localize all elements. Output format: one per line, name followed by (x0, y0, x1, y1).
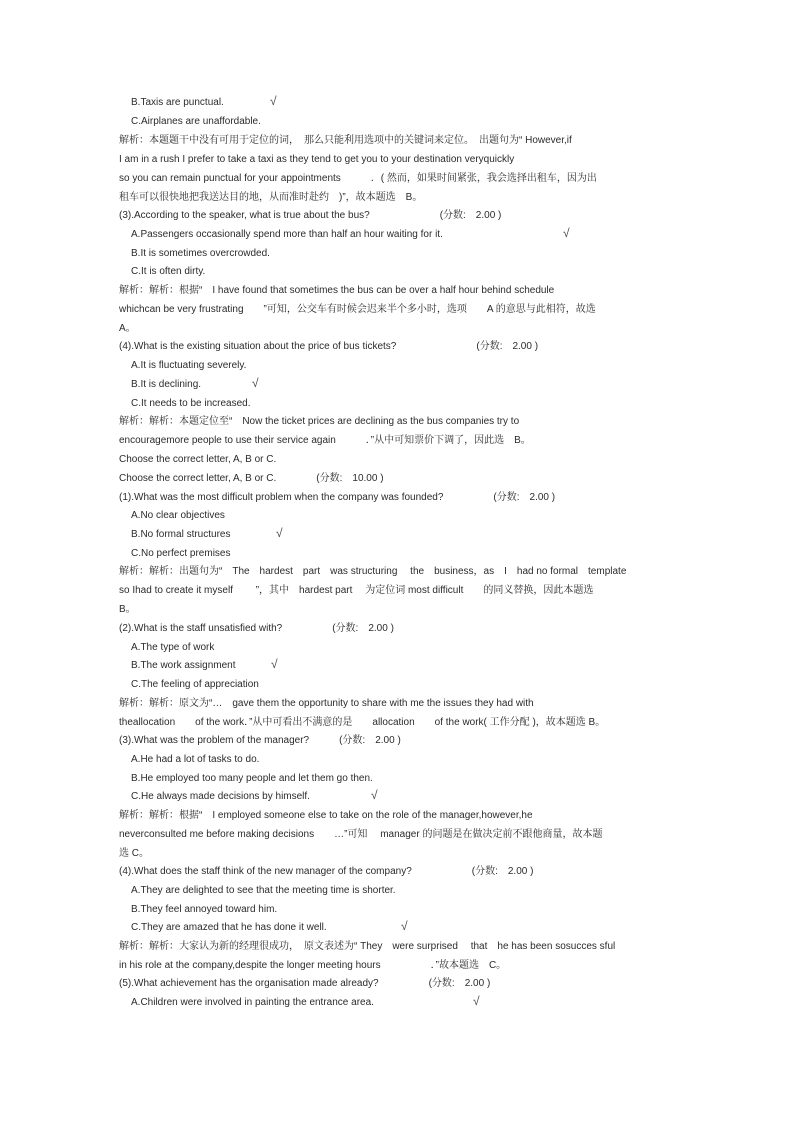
check-mark-icon: √ (271, 657, 278, 671)
section-instruction: Choose the correct letter, A, B or C. (分数: 10.00 ) (119, 473, 384, 484)
option-b-q3: B.It is sometimes overcrowded. (131, 248, 270, 259)
check-mark-icon: √ (252, 376, 259, 390)
option-b-q2: B.Taxis are punctual. (131, 97, 224, 108)
check-mark-icon: √ (276, 526, 283, 540)
analysis-text: so Ihad to create it myself ”，其中 hardest part 为定位词 most difficult 的同义替换，因此本题选 (119, 585, 594, 596)
analysis-text: 解析：解析：根据“ I have found that sometimes the bus can be over a half hour behind schedule (119, 285, 555, 296)
question-3: (3).According to the speaker, what is true about the bus? (分数: 2.00 ) (119, 210, 502, 221)
option-c-q4b: C.They are amazed that he has done it well. (131, 922, 327, 933)
analysis-text: neverconsulted me before making decisions …”可知 manager 的问题是在做决定前不跟他商量，故本题 (119, 829, 603, 840)
option-c-q1: C.No perfect premises (131, 548, 231, 559)
option-b-q1: B.No formal structures (131, 529, 231, 540)
analysis-text: 解析：解析：本题定位至“ Now the ticket prices are declining as the bus companies try to (119, 416, 520, 427)
analysis-text: in his role at the company,despite the longer meeting hours ．”故本题选 C。 (119, 960, 507, 971)
analysis-text: 解析：解析：原文为“… gave them the opportunity to share with me the issues they had with (119, 698, 534, 709)
option-a-q2b: A.The type of work (131, 642, 215, 653)
analysis-text: 解析：解析：根据“ I employed someone else to take on the role of the manager,however,he (119, 810, 533, 821)
question-3b: (3).What was the problem of the manager? (分数: 2.00 ) (119, 735, 401, 746)
option-a-q5: A.Children were involved in painting the entrance area. (131, 997, 374, 1008)
check-mark-icon: √ (371, 788, 378, 802)
option-b-q2b: B.The work assignment (131, 660, 236, 671)
option-a-q4b: A.They are delighted to see that the meeting time is shorter. (131, 885, 396, 896)
analysis-text: whichcan be very frustrating ”可知，公交车有时候会迟来半个多小时，选项 A 的意思与此相符，故选 (119, 304, 596, 315)
option-b-q3b: B.He employed too many people and let them go then. (131, 773, 373, 784)
analysis-text: I am in a rush I prefer to take a taxi as they tend to get you to your destination veryquickly (119, 154, 515, 165)
question-4: (4).What is the existing situation about the price of bus tickets? (分数: 2.00 ) (119, 341, 539, 352)
option-a-q3b: A.He had a lot of tasks to do. (131, 754, 260, 765)
analysis-text: theallocation of the work．”从中可看出不满意的是 allocation of the work( 工作分配 )，故本题选 B。 (119, 717, 606, 728)
option-a-q1: A.No clear objectives (131, 510, 225, 521)
analysis-text: B。 (119, 604, 136, 615)
question-2: (2).What is the staff unsatisfied with? (分数: 2.00 ) (119, 623, 394, 634)
option-b-q4b: B.They feel annoyed toward him. (131, 904, 278, 915)
analysis-text: encouragemore people to use their service again ．”从中可知票价下调了，因此选 B。 (119, 435, 531, 446)
option-c-q2: C.Airplanes are unaffordable. (131, 116, 261, 127)
option-a-q4: A.It is fluctuating severely. (131, 360, 247, 371)
option-c-q3b: C.He always made decisions by himself. (131, 791, 310, 802)
section-instruction: Choose the correct letter, A, B or C. (119, 454, 277, 465)
check-mark-icon: √ (401, 919, 408, 933)
analysis-text: so you can remain punctual for your appointments ．( 然而，如果时间紧张，我会选择出租车，因为出 (119, 173, 597, 184)
analysis-text: 解析：本题题干中没有可用于定位的词， 那么只能利用选项中的关键词来定位。 出题句为“ However,if (119, 135, 572, 146)
option-a-q3: A.Passengers occasionally spend more than half an hour waiting for it. (131, 229, 443, 240)
analysis-text: 选 C。 (119, 848, 149, 859)
option-b-q4: B.It is declining. (131, 379, 202, 390)
analysis-text: 租车可以很快地把我送达目的地，从而准时赴约 )”，故本题选 B。 (119, 192, 423, 203)
option-c-q4: C.It needs to be increased. (131, 398, 251, 409)
check-mark-icon: √ (270, 94, 277, 108)
question-1: (1).What was the most difficult problem when the company was founded? (分数: 2.00 ) (119, 492, 556, 503)
question-4b: (4).What does the staff think of the new manager of the company? (分数: 2.00 ) (119, 866, 534, 877)
analysis-text: 解析：解析：出题句为“ The hardest part was structuring the business，as I had no formal template (119, 566, 627, 577)
analysis-text: 解析：解析：大家认为新的经理很成功， 原文表述为“ They were surprised that he has been sosucces sful (119, 941, 616, 952)
check-mark-icon: √ (473, 994, 480, 1008)
analysis-text: A。 (119, 323, 136, 334)
question-5: (5).What achievement has the organisation made already? (分数: 2.00 ) (119, 978, 491, 989)
option-c-q2b: C.The feeling of appreciation (131, 679, 259, 690)
option-c-q3: C.It is often dirty. (131, 266, 206, 277)
check-mark-icon: √ (563, 226, 570, 240)
